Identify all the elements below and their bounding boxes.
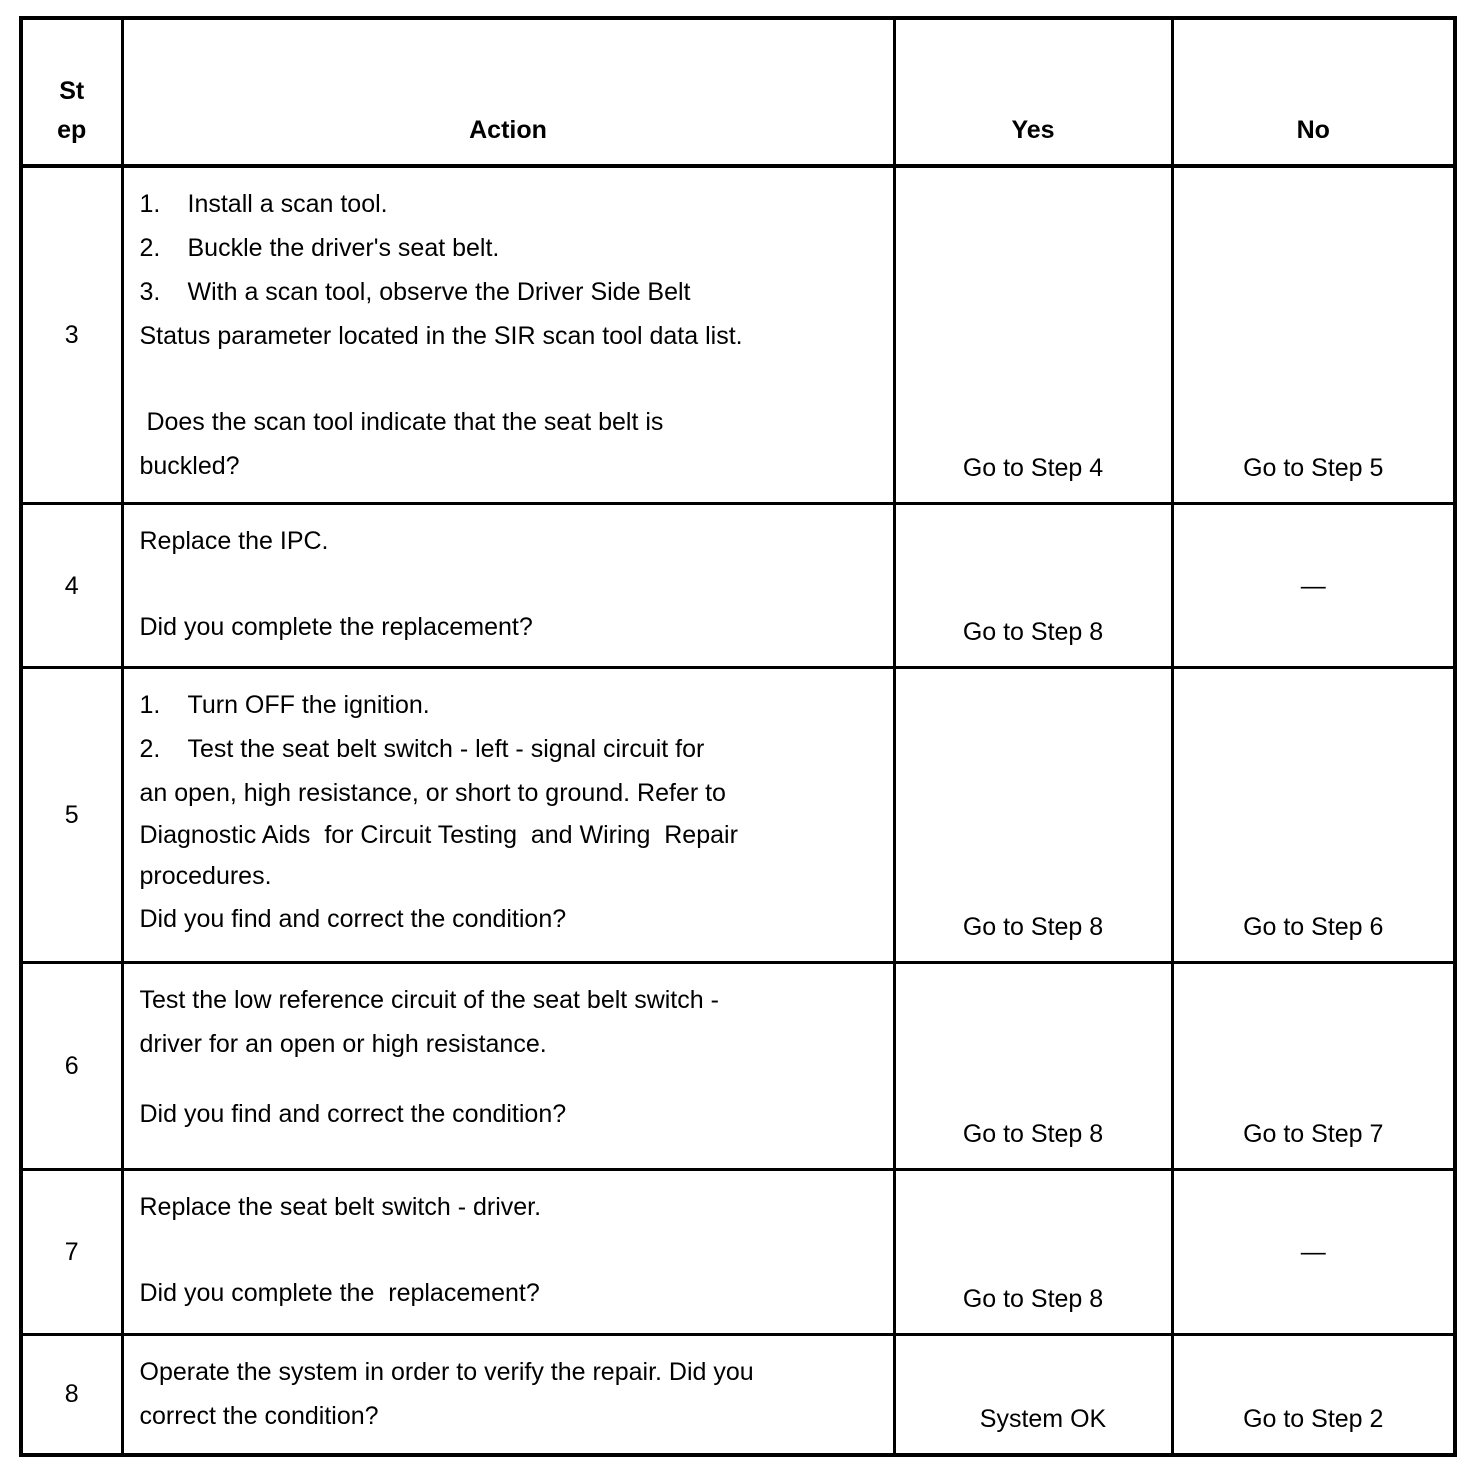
- header-yes: Yes: [894, 18, 1172, 166]
- action-text: Test the low reference circuit of the seat belt switch -: [139, 986, 719, 1014]
- action-line: [140, 226, 877, 270]
- table-row: [21, 504, 1455, 668]
- step-item-text: With a scan tool, observe the Driver Side Belt: [187, 278, 691, 306]
- yes-result: Go to Step 8: [894, 1170, 1172, 1335]
- table-row: [21, 166, 1455, 504]
- spacer: [140, 1066, 877, 1092]
- no-result: —: [1172, 504, 1455, 668]
- yes-result: System OK: [894, 1335, 1172, 1455]
- header-row: [21, 18, 1455, 166]
- question-text: Did you find and correct the condition?: [139, 905, 567, 933]
- header-action: Action: [122, 18, 894, 166]
- table-row: [21, 668, 1455, 963]
- action-text: Operate the system in order to verify the repair. Did you: [139, 1358, 754, 1386]
- question-text: Did you find and correct the condition?: [139, 1100, 567, 1128]
- action-line: [140, 683, 877, 727]
- step-number: 6: [21, 963, 122, 1170]
- no-result: Go to Step 6: [1172, 668, 1455, 963]
- action-text: Replace the IPC.: [139, 527, 329, 555]
- step-item-text: Turn OFF the ignition.: [187, 691, 430, 719]
- step-number: 7: [21, 1170, 122, 1335]
- diagnostic-table: [19, 16, 1457, 1457]
- question-text: Does the scan tool indicate that the seat belt is: [139, 408, 664, 436]
- step-item-number: 2.: [139, 234, 161, 262]
- header-step-line2: ep: [57, 116, 87, 144]
- yes-result: Go to Step 4: [894, 166, 1172, 504]
- yes-result: Go to Step 8: [894, 668, 1172, 963]
- question-text: Did you complete the replacement?: [139, 1279, 540, 1307]
- yes-result: Go to Step 8: [894, 504, 1172, 668]
- step-number: 4: [21, 504, 122, 668]
- action-line: Diagnostic Aids for Circuit Testing and Wiring Repair: [139, 821, 738, 849]
- no-result: —: [1172, 1170, 1455, 1335]
- action-line: [140, 270, 877, 314]
- action-cell: [122, 963, 894, 1170]
- step-item-number: 1.: [139, 190, 161, 218]
- step-item-text: Install a scan tool.: [187, 190, 388, 218]
- action-line: [140, 727, 877, 771]
- header-step-line1: St: [59, 77, 85, 105]
- no-result: Go to Step 2: [1172, 1335, 1455, 1455]
- action-cell: [122, 1335, 894, 1455]
- spacer: [140, 1229, 877, 1271]
- table-row: [21, 1170, 1455, 1335]
- action-line: Status parameter located in the SIR scan tool data list.: [139, 322, 743, 350]
- step-number: 8: [21, 1335, 122, 1455]
- header-no: No: [1172, 18, 1455, 166]
- no-result: Go to Step 7: [1172, 963, 1455, 1170]
- action-line: an open, high resistance, or short to ground. Refer to: [139, 779, 726, 807]
- action-text-cont: driver for an open or high resistance.: [139, 1030, 547, 1058]
- action-line: [140, 182, 877, 226]
- step-item-number: 2.: [139, 735, 161, 763]
- action-text-cont: correct the condition?: [139, 1402, 379, 1430]
- question-text: Did you complete the replacement?: [139, 613, 533, 641]
- step-item-number: 3.: [139, 278, 161, 306]
- action-cell: [122, 504, 894, 668]
- step-number: 3: [21, 166, 122, 504]
- step-item-text: Buckle the driver's seat belt.: [187, 234, 500, 262]
- step-number: 5: [21, 668, 122, 963]
- header-step: [21, 18, 122, 166]
- spacer: [140, 358, 877, 400]
- action-cell: [122, 1170, 894, 1335]
- action-cell: [122, 166, 894, 504]
- yes-result: Go to Step 8: [894, 963, 1172, 1170]
- step-item-number: 1.: [139, 691, 161, 719]
- action-cell: [122, 668, 894, 963]
- action-text: Replace the seat belt switch - driver.: [139, 1193, 542, 1221]
- question-text-cont: buckled?: [139, 452, 240, 480]
- step-item-text: Test the seat belt switch - left - signal circuit for: [187, 735, 705, 763]
- spacer: [140, 563, 877, 605]
- table-row: [21, 963, 1455, 1170]
- no-result: Go to Step 5: [1172, 166, 1455, 504]
- table-row: [21, 1335, 1455, 1455]
- action-line: procedures.: [139, 862, 272, 890]
